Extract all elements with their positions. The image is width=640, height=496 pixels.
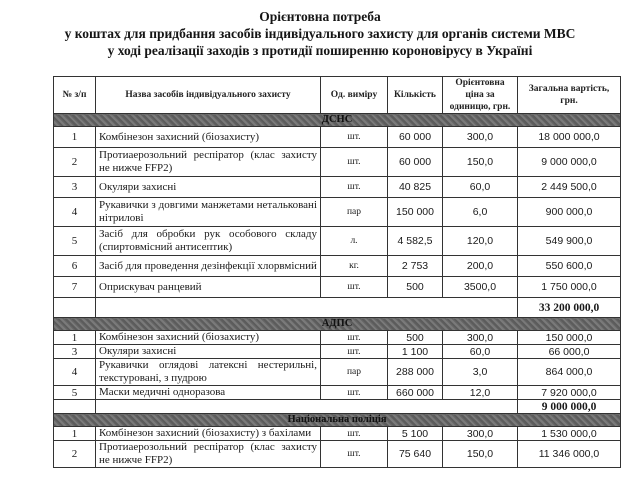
row-name: Окуляри захисні <box>96 177 321 198</box>
row-name: Маски медичні одноразова <box>96 386 321 400</box>
table-row <box>54 177 621 198</box>
row-qty: 2 753 <box>388 256 443 277</box>
row-num: 1 <box>54 127 96 148</box>
row-name: Комбінезон захисний (біозахисту) <box>96 127 321 148</box>
row-qty: 288 000 <box>388 359 443 386</box>
row-qty: 500 <box>388 331 443 345</box>
row-qty: 500 <box>388 277 443 298</box>
row-total: 11 346 000,0 <box>518 441 621 468</box>
row-qty: 60 000 <box>388 127 443 148</box>
table-row <box>54 331 621 345</box>
row-num: 6 <box>54 256 96 277</box>
row-name: Комбінезон захисний (біозахисту) з бахілами <box>96 427 321 441</box>
row-num: 4 <box>54 359 96 386</box>
row-total: 9 000 000,0 <box>518 148 621 177</box>
header-name: Назва засобів індивідуального захисту <box>96 77 321 114</box>
row-qty: 150 000 <box>388 198 443 227</box>
blank-cell <box>96 298 518 318</box>
row-total: 18 000 000,0 <box>518 127 621 148</box>
section-title: ДСНС <box>54 114 621 127</box>
header-num: № з/п <box>54 77 96 114</box>
row-name: Засіб для проведення дезінфекції хлорвмісний <box>96 256 321 277</box>
row-qty: 4 582,5 <box>388 227 443 256</box>
subtotal-row <box>54 400 621 414</box>
row-unit: шт. <box>321 127 388 148</box>
row-name: Рукавички з довгими манжетами нетальковані нітрилові <box>96 198 321 227</box>
row-total: 900 000,0 <box>518 198 621 227</box>
row-qty: 40 825 <box>388 177 443 198</box>
row-num: 4 <box>54 198 96 227</box>
row-name: Протиаерозольний респіратор (клас захисту не нижче FFP2) <box>96 148 321 177</box>
row-num: 5 <box>54 386 96 400</box>
row-price: 60,0 <box>443 345 518 359</box>
row-qty: 75 640 <box>388 441 443 468</box>
table-header-row <box>54 77 621 114</box>
row-total: 1 750 000,0 <box>518 277 621 298</box>
row-unit: пар <box>321 359 388 386</box>
row-total: 550 600,0 <box>518 256 621 277</box>
row-unit: шт. <box>321 345 388 359</box>
section-header-row <box>54 114 621 127</box>
table-row <box>54 227 621 256</box>
row-unit: шт. <box>321 441 388 468</box>
row-name: Комбінезон захисний (біозахисту) <box>96 331 321 345</box>
row-unit: пар <box>321 198 388 227</box>
row-qty: 60 000 <box>388 148 443 177</box>
table-row <box>54 277 621 298</box>
table-row <box>54 345 621 359</box>
row-num: 2 <box>54 148 96 177</box>
row-name: Окуляри захисні <box>96 345 321 359</box>
title-line-1: Орієнтовна потреба <box>259 9 381 24</box>
row-num: 7 <box>54 277 96 298</box>
row-total: 66 000,0 <box>518 345 621 359</box>
row-qty: 660 000 <box>388 386 443 400</box>
row-name: Рукавички оглядові латексні нестерильні, текстуровані, з пудрою <box>96 359 321 386</box>
row-unit: шт. <box>321 148 388 177</box>
row-price: 300,0 <box>443 427 518 441</box>
title-line-2: у коштах для придбання засобів індивідуального захисту для органів системи МВС <box>64 26 576 41</box>
row-total: 864 000,0 <box>518 359 621 386</box>
row-name: Засіб для обробки рук особового складу (спиртовмісний антисептик) <box>96 227 321 256</box>
row-price: 60,0 <box>443 177 518 198</box>
row-price: 6,0 <box>443 198 518 227</box>
table-row <box>54 256 621 277</box>
row-unit: шт. <box>321 277 388 298</box>
header-unit: Од. виміру <box>321 77 388 114</box>
row-num: 1 <box>54 331 96 345</box>
row-num: 5 <box>54 227 96 256</box>
row-price: 150,0 <box>443 441 518 468</box>
row-total: 1 530 000,0 <box>518 427 621 441</box>
title-line-3: у ході реалізації заходів з протидії поширенню короновірусу в Україні <box>107 43 533 58</box>
section-header-row <box>54 318 621 331</box>
subtotal-value: 9 000 000,0 <box>518 400 621 414</box>
header-qty: Кількість <box>388 77 443 114</box>
section-title: Національна поліція <box>54 414 621 427</box>
header-total: Загальна вартість, грн. <box>518 77 621 114</box>
table-row <box>54 148 621 177</box>
row-unit: кг. <box>321 256 388 277</box>
blank-cell <box>96 400 518 414</box>
row-price: 200,0 <box>443 256 518 277</box>
table-row <box>54 386 621 400</box>
row-unit: л. <box>321 227 388 256</box>
row-total: 2 449 500,0 <box>518 177 621 198</box>
section-header-row <box>54 414 621 427</box>
subtotal-value: 33 200 000,0 <box>518 298 621 318</box>
row-unit: шт. <box>321 427 388 441</box>
row-num: 3 <box>54 177 96 198</box>
row-price: 3,0 <box>443 359 518 386</box>
row-price: 300,0 <box>443 127 518 148</box>
subtotal-row <box>54 298 621 318</box>
table-row <box>54 198 621 227</box>
row-price: 3500,0 <box>443 277 518 298</box>
row-unit: шт. <box>321 177 388 198</box>
row-unit: шт. <box>321 331 388 345</box>
row-total: 150 000,0 <box>518 331 621 345</box>
row-qty: 1 100 <box>388 345 443 359</box>
row-num: 3 <box>54 345 96 359</box>
row-name: Протиаерозольний респіратор (клас захисту не нижче FFP2) <box>96 441 321 468</box>
table-row <box>54 441 621 468</box>
row-num: 2 <box>54 441 96 468</box>
section-title: АДПС <box>54 318 621 331</box>
row-num: 1 <box>54 427 96 441</box>
blank-cell <box>54 298 96 318</box>
row-total: 549 900,0 <box>518 227 621 256</box>
row-unit: шт. <box>321 386 388 400</box>
row-total: 7 920 000,0 <box>518 386 621 400</box>
row-price: 120,0 <box>443 227 518 256</box>
table-row <box>54 427 621 441</box>
row-price: 12,0 <box>443 386 518 400</box>
document-title <box>0 8 640 59</box>
row-name: Оприскувач ранцевий <box>96 277 321 298</box>
row-price: 150,0 <box>443 148 518 177</box>
ppe-needs-table <box>53 76 621 468</box>
header-price: Орієнтовна ціна за одиницю, грн. <box>443 77 518 114</box>
table-row <box>54 359 621 386</box>
table-row <box>54 127 621 148</box>
row-qty: 5 100 <box>388 427 443 441</box>
row-price: 300,0 <box>443 331 518 345</box>
blank-cell <box>54 400 96 414</box>
